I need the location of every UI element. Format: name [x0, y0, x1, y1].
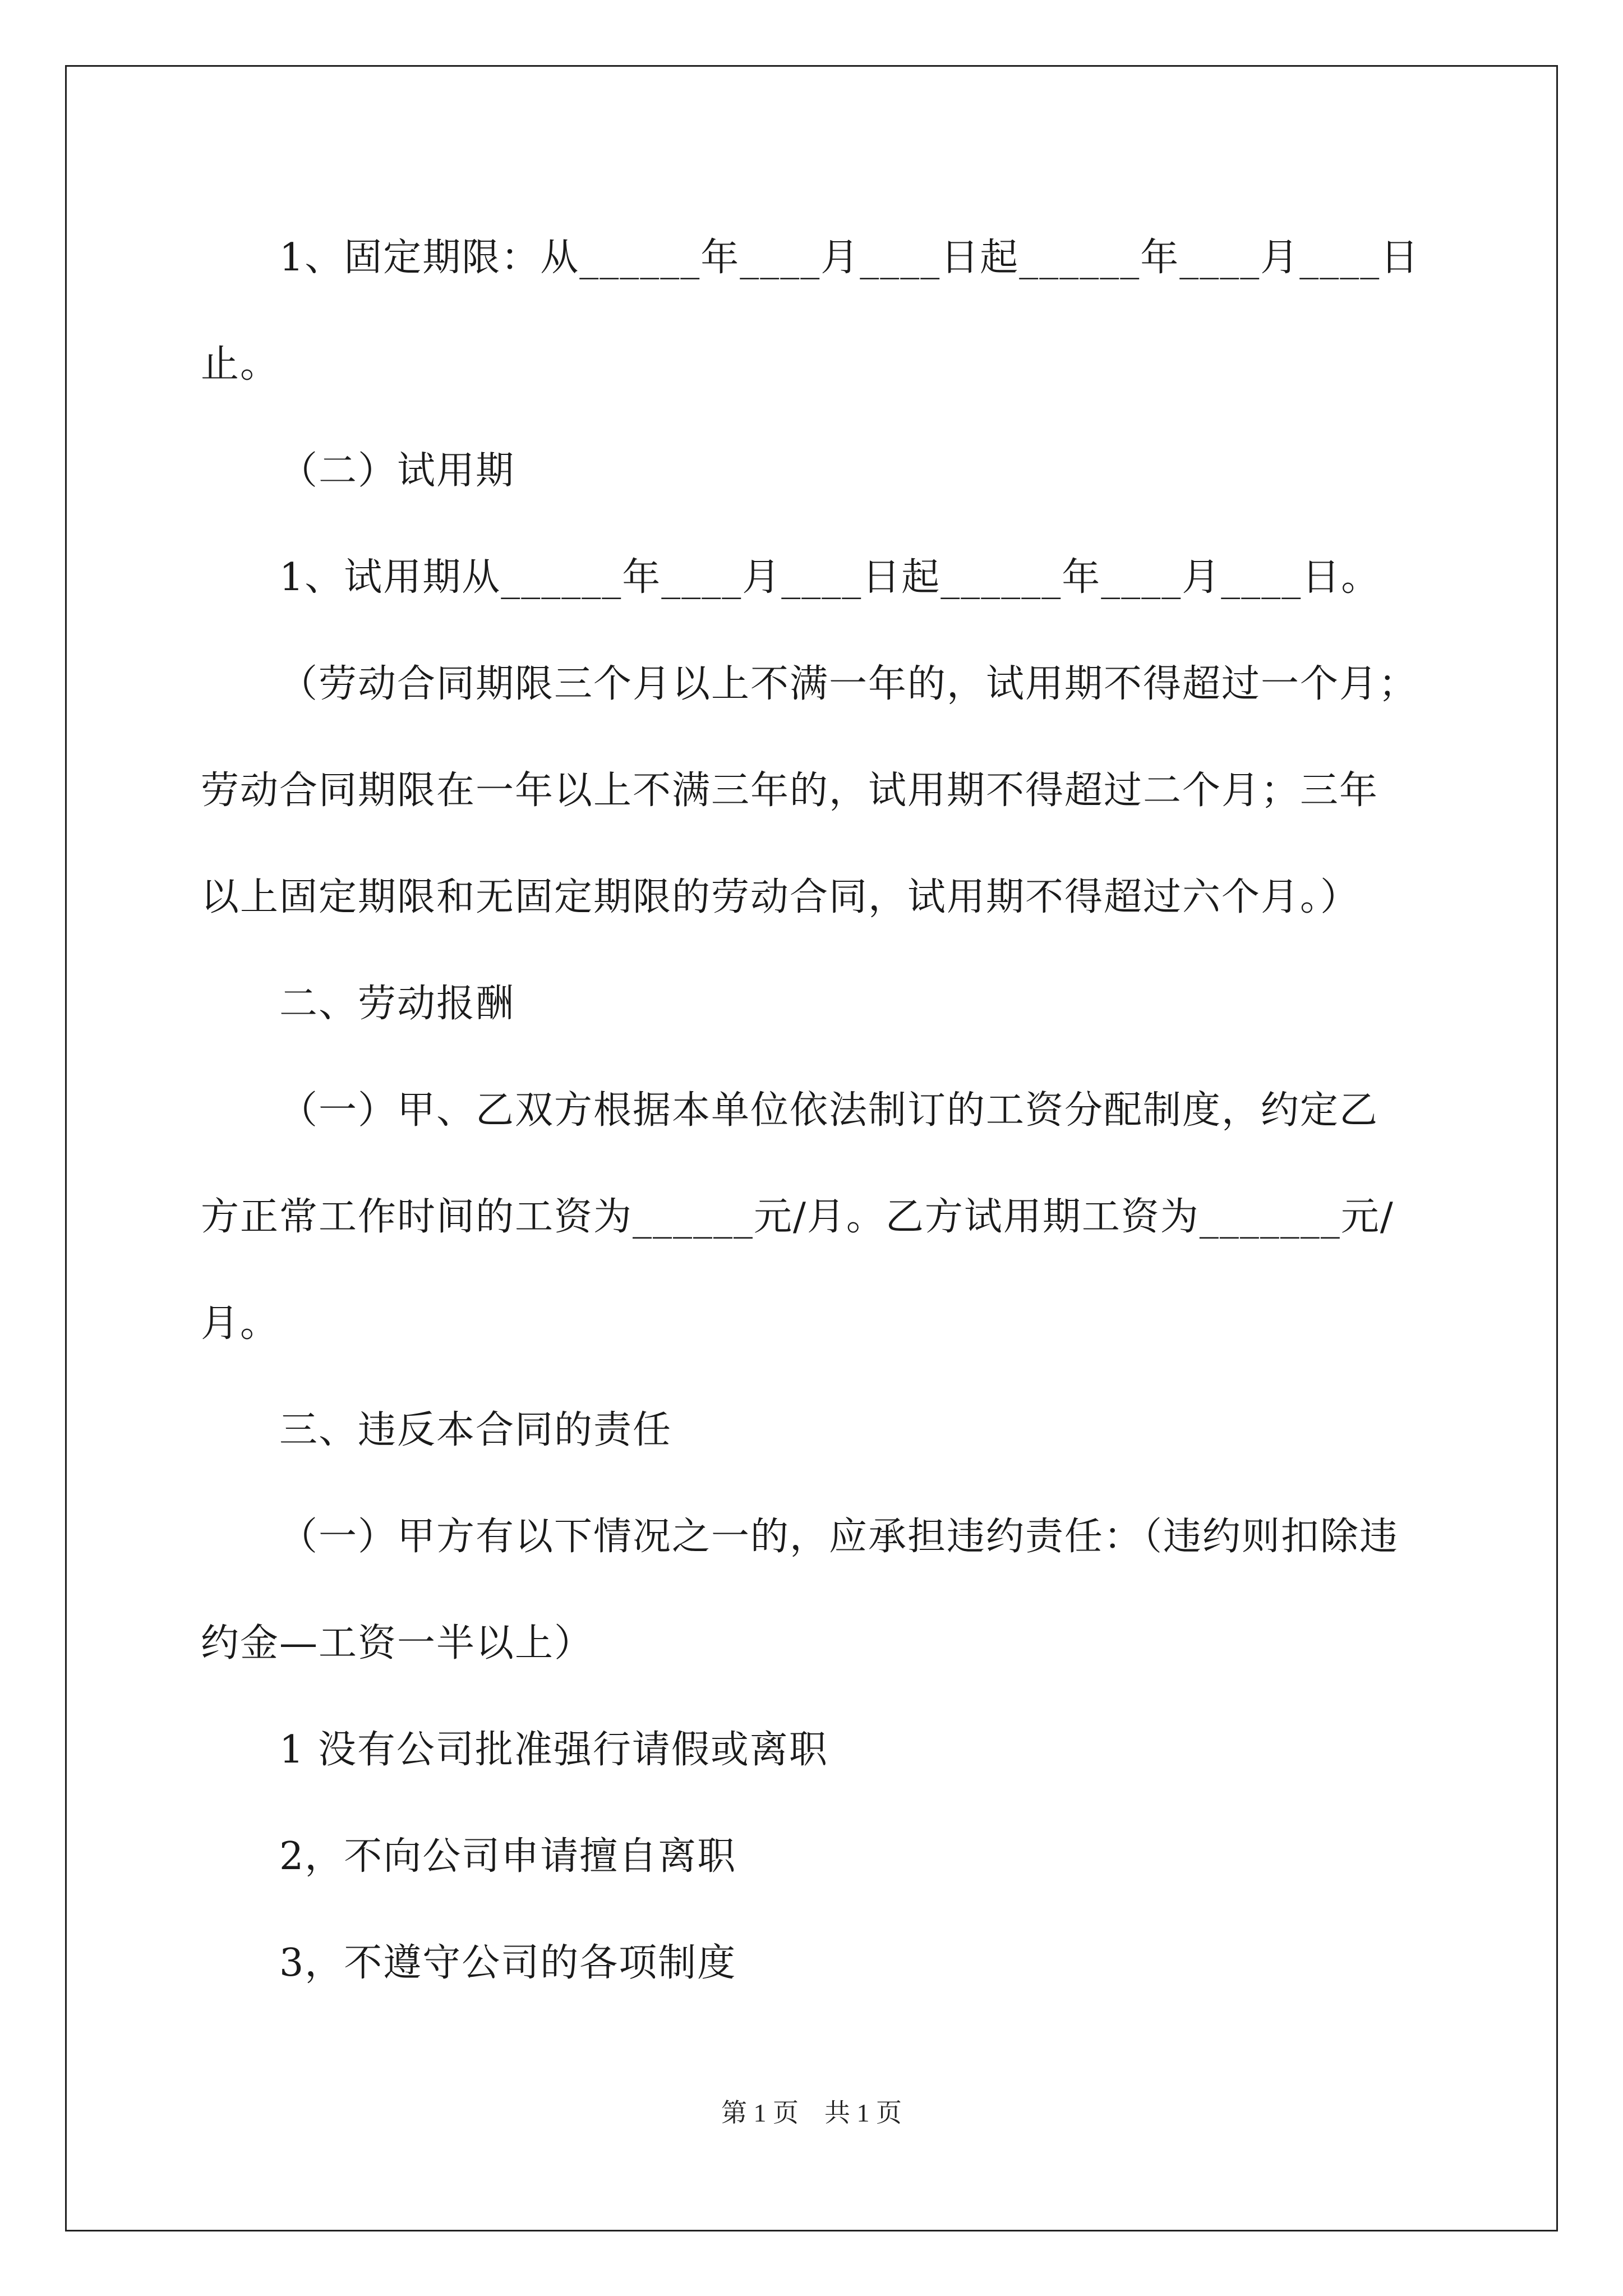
salary-clause-line-2: 方正常工作时间的工资为______元/月。乙方试用期工资为_______元/ [201, 1195, 1394, 1239]
liability-clause-line-1: （一）甲方有以下情况之一的，应承担违约责任：（违约则扣除违 [279, 1515, 1399, 1559]
probation-heading: （二）试用期 [279, 449, 515, 493]
page-number-footer: 第 1 页 共 1 页 [721, 2099, 902, 2127]
fixed-term-line: 1、固定期限：从______年____月____日起______年____月____日 [279, 236, 1420, 280]
page-border [65, 65, 1558, 2231]
liability-heading: 三、违反本合同的责任 [279, 1408, 672, 1452]
violation-item-1: 1 没有公司批准强行请假或离职 [279, 1728, 828, 1772]
remuneration-heading: 二、劳动报酬 [279, 982, 515, 1026]
probation-note-line-1: （劳动合同期限三个月以上不满一年的，试用期不得超过一个月； [279, 662, 1418, 706]
fixed-term-end: 止。 [201, 342, 280, 386]
violation-item-2: 2，不向公司申请擅自离职 [279, 1834, 737, 1879]
liability-clause-line-2: 约金—工资一半以上） [201, 1621, 594, 1665]
salary-clause-line-1: （一）甲、乙双方根据本单位依法制订的工资分配制度，约定乙 [279, 1088, 1379, 1133]
salary-clause-line-3: 月。 [201, 1301, 280, 1346]
probation-note-line-2: 劳动合同期限在一年以上不满三年的，试用期不得超过二个月；三年 [201, 769, 1379, 813]
probation-period-line: 1、试用期从______年____月____日起______年____月____日。 [279, 555, 1381, 600]
probation-note-line-3: 以上固定期限和无固定期限的劳动合同，试用期不得超过六个月。） [201, 875, 1360, 919]
violation-item-3: 3，不遵守公司的各项制度 [279, 1941, 737, 1985]
